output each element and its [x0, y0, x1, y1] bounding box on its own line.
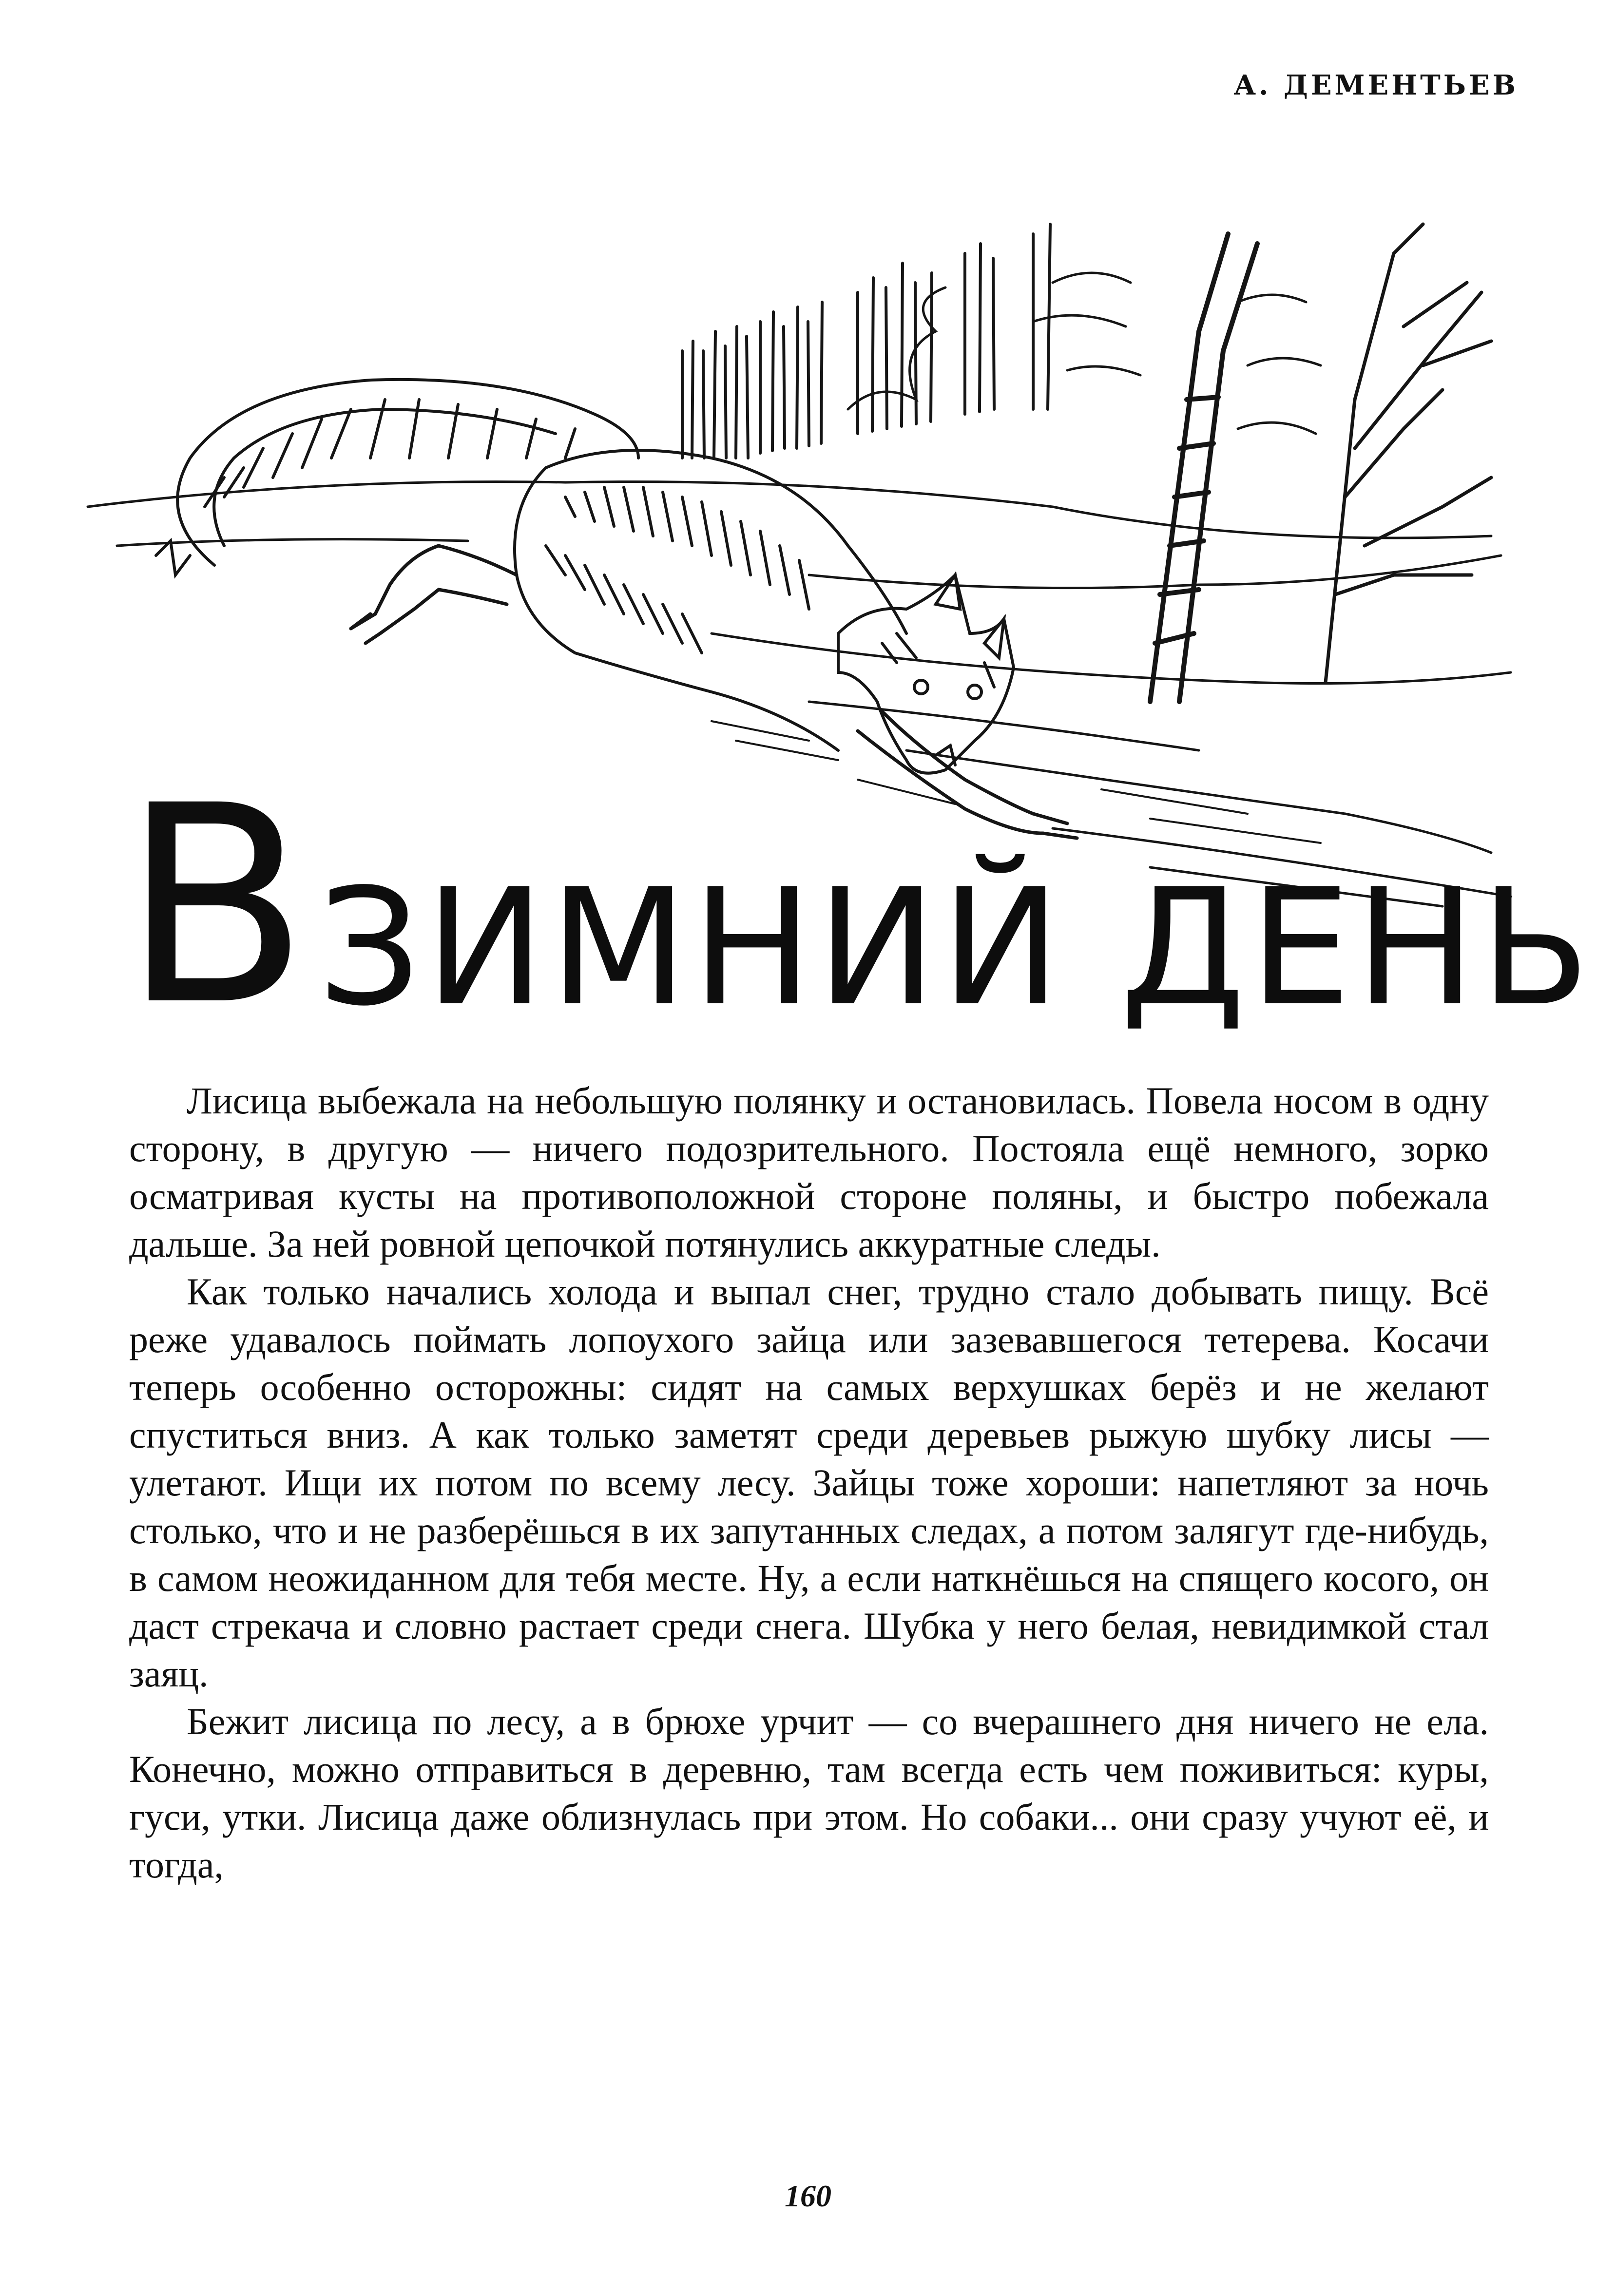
title-rest: ЗИМНИЙ ДЕНЬ [318, 854, 1594, 1041]
fox-tail [156, 380, 638, 575]
fox-head [838, 575, 1014, 773]
paragraph: Бежит лисица по лесу, а в брюхе урчит — со вчерашнего дня ничего не ела. Конечно, можно отправиться в деревню, там всегда есть чем поживиться: куры, гуси, утки. Лисица даже облизнулась при этом. Но собаки... они сразу учуют её, и тогда, [129, 1700, 1489, 1886]
tree-trunk [1150, 234, 1257, 702]
birch-branches [1326, 224, 1491, 682]
paragraph: Лисица выбежала на небольшую полянку и остановилась. Повела носом в одну сторону, в другую — ничего подозрительного. Постояла ещё немного, зорко осматривая кусты на противоположной стороне поляны, и быстро побежала дальше. За ней ровной цепочкой потянулись аккуратные следы. [129, 1079, 1489, 1265]
snowy-fir [848, 273, 1321, 434]
running-head-author: А. ДЕМЕНТЬЕВ [1233, 69, 1519, 101]
page-number: 160 [785, 2179, 831, 2213]
forest-trees [682, 224, 1050, 458]
paragraph: Как только начались холода и выпал снег, трудно стало добывать пищу. Всё реже удавалось поймать лопоухого зайца или зазевавшегося тетерева. Косачи теперь особенно осторожны: сидят на самых верхушках берёз и не желают спуститься вниз. А как только заметят среди деревьев рыжую шубку лисы — улетают. Ищи их потом по всему лесу. Зайцы тоже хороши: напетляют за ночь столько, что и не разберёшься в их запутанных следах, а потом залягут где-нибудь, в самом неожиданном для тебя месте. Ну, а если наткнёшься на спящего косого, он даст стрекача и словно растает среди снега. Шубка у него белая, невидимкой стал заяц. [129, 1270, 1489, 1695]
fox-hind-leg [351, 546, 517, 643]
title-initial: В [122, 747, 309, 1065]
body-text [129, 1077, 1489, 1889]
chapter-title [122, 747, 1594, 1065]
